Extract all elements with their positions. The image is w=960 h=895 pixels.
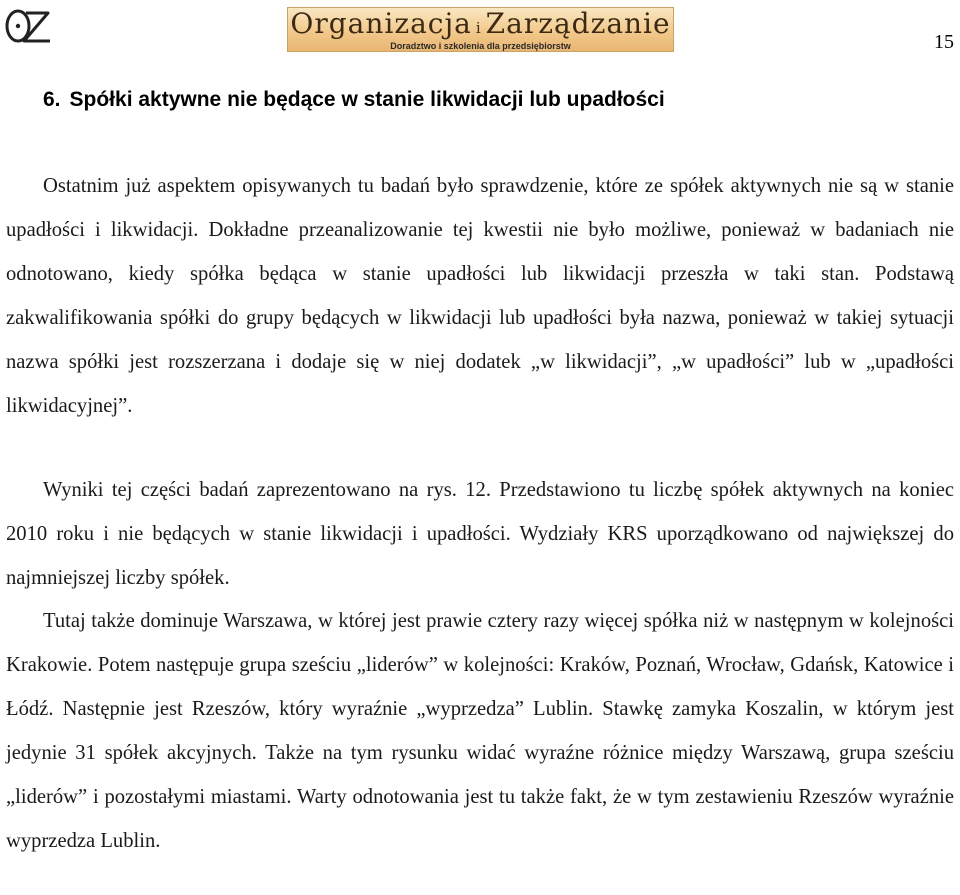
banner-title-small: i xyxy=(475,19,482,37)
banner-title xyxy=(288,9,673,43)
paragraph-2 xyxy=(6,469,954,601)
banner-title-part2: Zarządzanie xyxy=(485,7,671,40)
banner-subtitle: Doradztwo i szkolenia dla przedsiębiorstw xyxy=(390,41,571,51)
section-title: Spółki aktywne nie będące w stanie likwidacji lub upadłości xyxy=(69,88,665,111)
oz-logo-icon xyxy=(4,4,56,48)
paragraph-3 xyxy=(6,600,954,863)
paragraph-text: Tutaj także dominuje Warszawa, w której jest prawie cztery razy więcej spółka niż w następnym w kolejności Krakowie. Potem następuje grupa sześciu „liderów” w kolejności: Kraków, Poznań, Wrocław, Gdańsk, Katowice i Łódź. Następnie jest Rzeszów, który wyraźnie „wyprzedza” Lublin. Stawkę zamyka Koszalin, w którym jest jedynie 31 spółek akcyjnych. Także na tym rysunku widać wyraźne różnice między Warszawą, grupa sześciu „liderów” i pozostałymi miastami. Warty odnotowania jest tu także fakt, że w tym zestawieniu Rzeszów wyraźnie wyprzedza Lublin. xyxy=(6,610,954,852)
oz-logo xyxy=(4,4,56,48)
section-heading xyxy=(43,86,665,114)
page-number: 15 xyxy=(934,31,954,53)
paragraph-text: Wyniki tej części badań zaprezentowano na rys. 12. Przedstawiono tu liczbę spółek aktywnych na koniec 2010 roku i nie będących w stanie likwidacji i upadłości. Wydziały KRS uporządkowano od największej do najmniejszej liczby spółek. xyxy=(6,479,954,589)
paragraph-1 xyxy=(6,165,954,428)
paragraph-text: Ostatnim już aspektem opisywanych tu badań było sprawdzenie, które ze spółek aktywnych nie są w stanie upadłości i likwidacji. Dokładne przeanalizowanie tej kwestii nie było możliwe, ponieważ w badaniach nie odnotowano, kiedy spółka będąca w stanie upadłości lub likwidacji przeszła w taki stan. Podstawą zakwalifikowania spółki do grupy będących w likwidacji lub upadłości była nazwa, ponieważ w takiej sytuacji nazwa spółki jest rozszerzana i dodaje się w niej dodatek „w likwidacji”, „w upadłości” lub w „upadłości likwidacyjnej”. xyxy=(6,175,954,417)
section-number: 6. xyxy=(43,88,61,111)
header-banner xyxy=(287,7,674,52)
banner-title-part1: Organizacja xyxy=(290,7,472,40)
